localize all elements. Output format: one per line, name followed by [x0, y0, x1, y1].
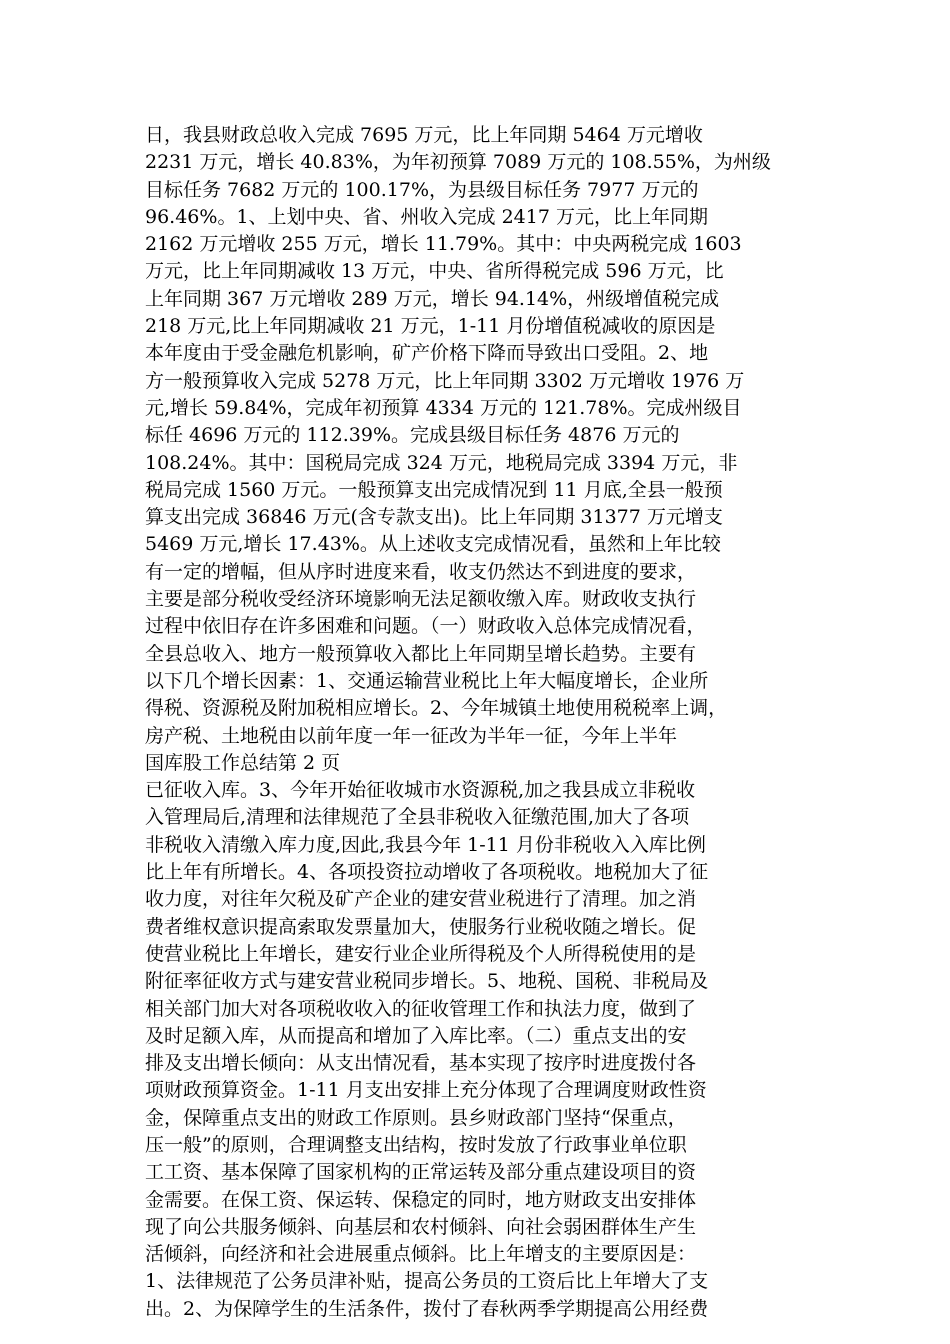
text-line: 2162 万元增收 255 万元，增长 11.79%。其中：中央两税完成 1603	[145, 233, 742, 256]
text-line: 活倾斜，向经济和社会进展重点倾斜。比上年增支的主要原因是：	[145, 1243, 697, 1266]
text-line: 元,增长 59.84%，完成年初预算 4334 万元的 121.78%。完成州级目	[145, 396, 742, 419]
text-line: 国库股工作总结第 2 页	[145, 751, 341, 774]
text-line: 日，我县财政总收入完成 7695 万元，比上年同期 5464 万元增收	[145, 124, 703, 146]
text-line: 比上年有所增长。4、各项投资拉动增收了各项税收。地税加大了征	[145, 861, 709, 884]
text-line: 2231 万元，增长 40.83%，为年初预算 7089 万元的 108.55%，为州级	[145, 151, 771, 174]
text-line: 附征率征收方式与建安营业税同步增长。5、地税、国税、非税局及	[145, 970, 709, 993]
text-line: 算支出完成 36846 万元(含专款支出)。比上年同期 31377 万元增支	[145, 506, 723, 529]
text-line: 费者维权意识提高索取发票量加大，使服务行业税收随之增长。促	[145, 915, 697, 938]
text-line: 目标任务 7682 万元的 100.17%，为县级目标任务 7977 万元的	[145, 178, 699, 201]
text-line: 已征收入库。3、今年开始征收城市水资源税,加之我县成立非税收	[145, 779, 696, 802]
text-line: 排及支出增长倾向：从支出情况看，基本实现了按序时进度拨付各	[145, 1052, 697, 1075]
text-line: 96.46%。1、上划中央、省、州收入完成 2417 万元，比上年同期	[145, 205, 708, 228]
text-line: 主要是部分税收受经济环境影响无法足额收缴入库。财政收支执行	[145, 588, 697, 611]
text-line: 房产税、土地税由以前年度一年一征改为半年一征，今年上半年	[145, 724, 678, 747]
text-line: 万元，比上年同期减收 13 万元，中央、省所得税完成 596 万元，比	[145, 260, 724, 283]
text-line: 金，保障重点支出的财政工作原则。县乡财政部门坚持“保重点，	[145, 1106, 687, 1129]
text-line: 有一定的增幅，但从序时进度来看，收支仍然达不到进度的要求，	[145, 560, 697, 583]
text-line: 上年同期 367 万元增收 289 万元，增长 94.14%，州级增值税完成	[145, 287, 720, 310]
text-line: 本年度由于受金融危机影响，矿产价格下降而导致出口受阻。2、地	[145, 342, 709, 365]
text-line: 收力度，对往年欠税及矿产企业的建安营业税进行了清理。加之消	[145, 888, 697, 911]
text-line: 得税、资源税及附加税相应增长。2、今年城镇土地使用税税率上调，	[145, 697, 728, 720]
text-line: 及时足额入库，从而提高和增加了入库比率。（二）重点支出的安	[145, 1024, 687, 1047]
text-line: 入管理局后,清理和法律规范了全县非税收入征缴范围,加大了各项	[145, 806, 690, 829]
body-text	[145, 122, 835, 1323]
text-line: 全县总收入、地方一般预算收入都比上年同期呈增长趋势。主要有	[145, 642, 697, 665]
text-line: 方一般预算收入完成 5278 万元，比上年同期 3302 万元增收 1976 万	[145, 369, 745, 392]
text-line: 108.24%。其中：国税局完成 324 万元，地税局完成 3394 万元，非	[145, 451, 738, 474]
text-line: 税局完成 1560 万元。一般预算支出完成情况到 11 月底,全县一般预	[145, 478, 723, 501]
text-line: 5469 万元,增长 17.43%。从上述收支完成情况看，虽然和上年比较	[145, 533, 721, 556]
text-line: 使营业税比上年增长，建安行业企业所得税及个人所得税使用的是	[145, 942, 697, 965]
text-line: 压一般”的原则，合理调整支出结构，按时发放了行政事业单位职	[145, 1133, 687, 1156]
text-line: 金需要。在保工资、保运转、保稳定的同时，地方财政支出安排体	[145, 1188, 697, 1211]
text-line: 1、法律规范了公务员津补贴，提高公务员的工资后比上年增大了支	[145, 1270, 709, 1293]
text-line: 以下几个增长因素：1、交通运输营业税比上年大幅度增长，企业所	[145, 669, 709, 692]
text-line: 出。2、为保障学生的生活条件，拨付了春秋两季学期提高公用经费	[145, 1297, 709, 1320]
text-line: 现了向公共服务倾斜、向基层和农村倾斜、向社会弱困群体生产生	[145, 1215, 697, 1238]
text-line: 非税收入清缴入库力度,因此,我县今年 1-11 月份非税收入入库比例	[145, 833, 706, 856]
text-line: 工工资、基本保障了国家机构的正常运转及部分重点建设项目的资	[145, 1161, 697, 1184]
text-line: 项财政预算资金。1-11 月支出安排上充分体现了合理调度财政性资	[145, 1079, 707, 1102]
text-line: 过程中依旧存在许多困难和问题。（一）财政收入总体完成情况看，	[145, 615, 706, 638]
text-line: 218 万元,比上年同期减收 21 万元，1-11 月份增值税减收的原因是	[145, 315, 716, 338]
text-line: 标任 4696 万元的 112.39%。完成县级目标任务 4876 万元的	[145, 424, 680, 447]
text-line: 相关部门加大对各项税收收入的征收管理工作和执法力度，做到了	[145, 997, 697, 1020]
